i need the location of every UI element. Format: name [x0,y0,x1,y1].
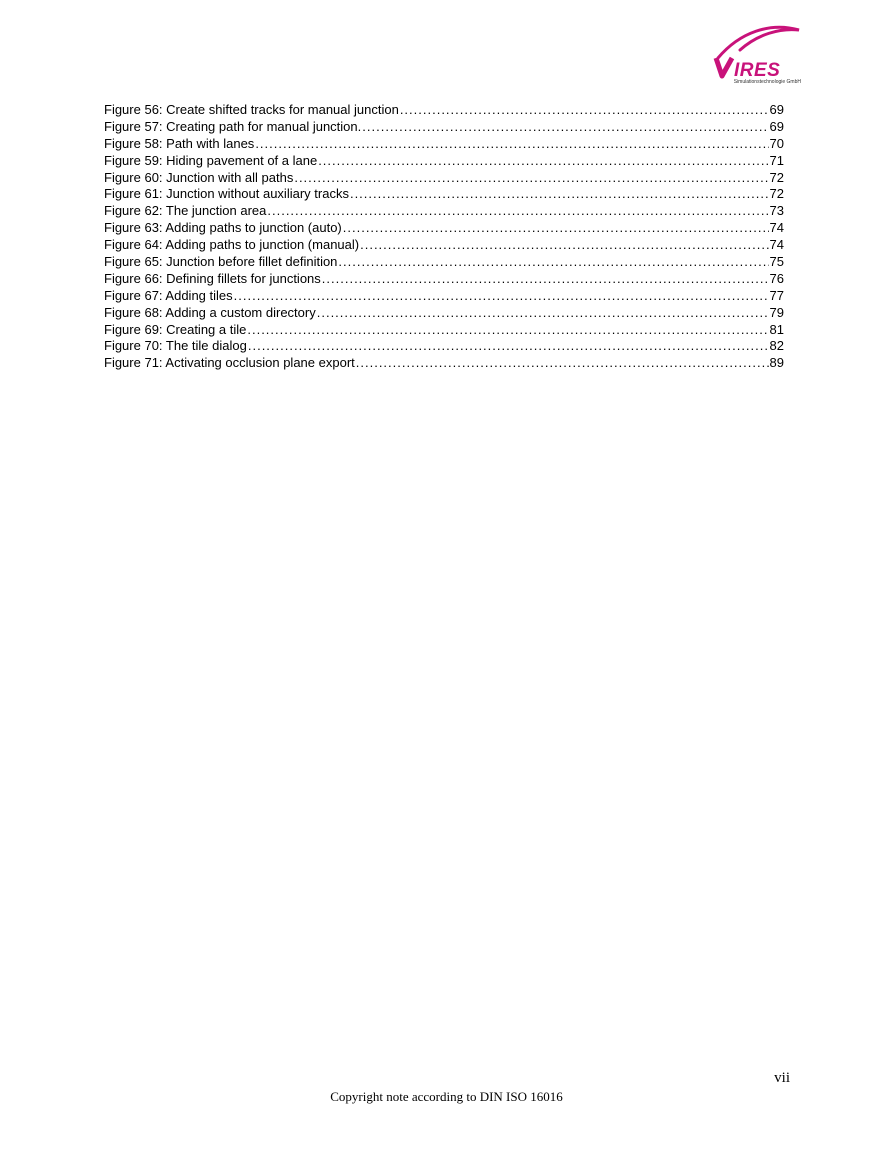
toc-entry-title: Figure 70: The tile dialog [104,338,247,354]
toc-entry-title: Figure 64: Adding paths to junction (manual) [104,237,360,253]
toc-entry-page: 79 [769,304,784,320]
toc-entry-page: 75 [769,254,784,270]
toc-entry-page: 69 [769,102,784,117]
toc-entry[interactable] [104,136,784,153]
toc-entry-title: Figure 61: Junction without auxiliary tracks [104,186,349,202]
toc-entry[interactable] [104,305,784,322]
toc-entry-page: 72 [769,169,784,185]
toc-dot-leader [343,220,769,237]
toc-entry-page: 71 [769,152,784,168]
toc-entry[interactable] [104,355,784,372]
toc-entry-title: Figure 57: Creating path for manual junction. [104,118,362,134]
toc-dot-leader [400,102,769,119]
toc-entry-page: 81 [769,321,784,337]
toc-dot-leader [318,153,768,170]
toc-dot-leader [248,338,769,355]
toc-entry-title: Figure 71: Activating occlusion plane export [104,355,355,371]
toc-entry-title: Figure 58: Path with lanes [104,135,255,151]
toc-dot-leader [338,254,768,271]
toc-entry[interactable] [104,119,784,136]
toc-dot-leader [247,322,768,339]
vires-logo [710,24,802,90]
toc-entry[interactable] [104,220,784,237]
toc-dot-leader [362,119,768,136]
toc-entry-page: 74 [769,237,784,253]
toc-entry[interactable] [104,254,784,271]
toc-entry-title: Figure 56: Create shifted tracks for manual junction [104,102,399,117]
toc-entry-title: Figure 59: Hiding pavement of a lane [104,152,318,168]
toc-entry-title: Figure 69: Creating a tile [104,321,247,337]
toc-entry[interactable] [104,322,784,339]
toc-entry[interactable] [104,153,784,170]
toc-entry-title: Figure 66: Defining fillets for junctions [104,270,321,286]
logo-subtitle: Simulationstechnologie GmbH [733,79,801,85]
toc-entry-page: 72 [769,186,784,202]
toc-entry[interactable] [104,186,784,203]
toc-entry[interactable] [104,203,784,220]
toc-entry-page: 82 [769,338,784,354]
toc-entry-page: 70 [769,135,784,151]
toc-entry[interactable] [104,237,784,254]
toc-dot-leader [317,305,769,322]
toc-dot-leader [350,186,769,203]
svg-text:IRES: IRES [734,60,781,81]
toc-entry-title: Figure 67: Adding tiles [104,287,233,303]
toc-dot-leader [234,288,769,305]
toc-entry-page: 74 [769,220,784,236]
toc-entry-title: Figure 65: Junction before fillet definition [104,254,338,270]
list-of-figures [104,102,784,372]
toc-entry[interactable] [104,170,784,187]
toc-entry-page: 76 [769,270,784,286]
toc-dot-leader [255,136,768,153]
toc-entry[interactable] [104,288,784,305]
toc-entry-page: 89 [769,355,784,371]
toc-entry-title: Figure 63: Adding paths to junction (auto) [104,220,342,236]
toc-entry-title: Figure 62: The junction area [104,203,267,219]
toc-entry[interactable] [104,338,784,355]
toc-entry[interactable] [104,102,784,119]
page-number: vii [774,1070,790,1086]
toc-entry-title: Figure 60: Junction with all paths [104,169,294,185]
toc-dot-leader [322,271,769,288]
toc-dot-leader [267,203,768,220]
vires-logo-graphic [710,24,802,84]
toc-entry-page: 73 [769,203,784,219]
toc-entry-title: Figure 68: Adding a custom directory [104,304,316,320]
toc-dot-leader [360,237,768,254]
toc-entry-page: 77 [769,287,784,303]
toc-dot-leader [356,355,769,372]
toc-entry[interactable] [104,271,784,288]
toc-entry-page: 69 [769,118,784,134]
toc-dot-leader [294,170,768,187]
copyright-footer: Copyright note according to DIN ISO 16016 [330,1089,563,1104]
